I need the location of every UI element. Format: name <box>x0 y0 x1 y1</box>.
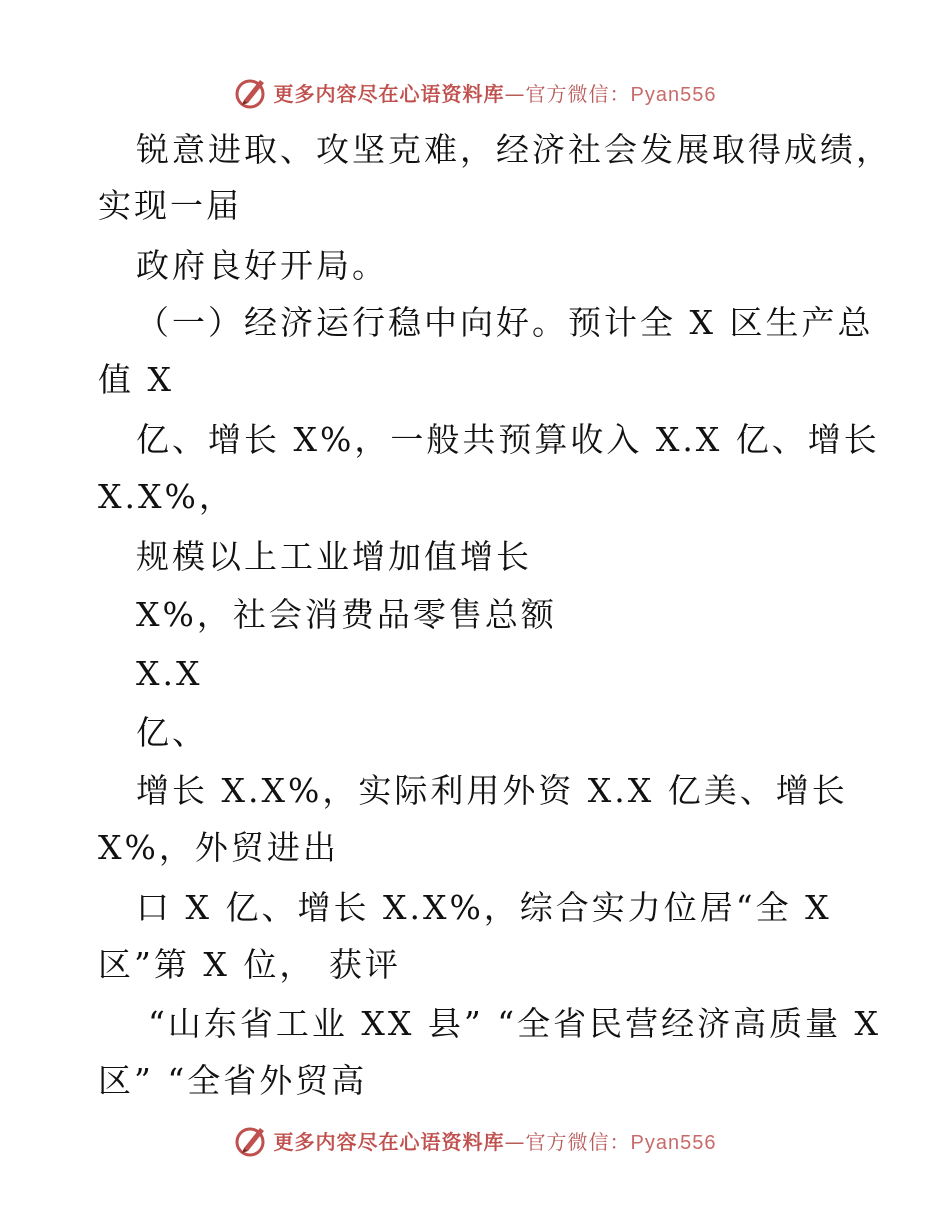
footer-handle: Pyan556 <box>630 1131 717 1154</box>
text-line: “山东省工业 XX 县” “全省民营经济高质量 X <box>148 1004 882 1043</box>
footer-separator: — <box>504 1129 526 1154</box>
header-separator: — <box>504 81 526 106</box>
text-line: 值 X <box>98 360 174 399</box>
text-line: X%，外贸进出 <box>98 828 339 867</box>
header-banner-text <box>274 78 717 107</box>
footer-banner <box>0 1120 950 1160</box>
text-line: 亿、 <box>136 713 208 752</box>
text-line: X.X%， <box>98 477 235 516</box>
header-contact: 官方微信： <box>525 81 631 106</box>
text-line: 亿、增长 X%，一般共预算收入 X.X 亿、增长 <box>136 420 880 459</box>
footer-brand: 更多内容尽在心语资料库 <box>273 1129 505 1154</box>
header-brand: 更多内容尽在心语资料库 <box>273 81 505 106</box>
header-handle: Pyan556 <box>630 83 717 106</box>
text-line: 区”第 X 位， 获评 <box>98 945 401 984</box>
text-line: 区” “全省外贸高 <box>98 1061 368 1100</box>
text-line: （一）经济运行稳中向好。预计全 X 区生产总 <box>136 303 874 342</box>
footer-banner-text <box>274 1126 717 1155</box>
text-line: 规模以上工业增加值增长 <box>136 537 532 576</box>
text-line: 政府良好开局。 <box>136 246 388 285</box>
text-line: 锐意进取、攻坚克难，经济社会发展取得成绩， <box>136 130 892 169</box>
pen-logo-icon <box>234 1122 270 1158</box>
footer-contact: 官方微信： <box>525 1129 631 1154</box>
pen-logo-icon <box>234 74 270 110</box>
text-line: 口 X 亿、增长 X.X%，综合实力位居“全 X <box>136 888 832 927</box>
header-banner <box>0 72 950 112</box>
text-line: X.X <box>136 654 203 693</box>
text-line: 增长 X.X%，实际利用外资 X.X 亿美、增长 <box>136 771 848 810</box>
text-line: 实现一届 <box>98 186 242 225</box>
text-line: X%，社会消费品零售总额 <box>136 595 557 634</box>
